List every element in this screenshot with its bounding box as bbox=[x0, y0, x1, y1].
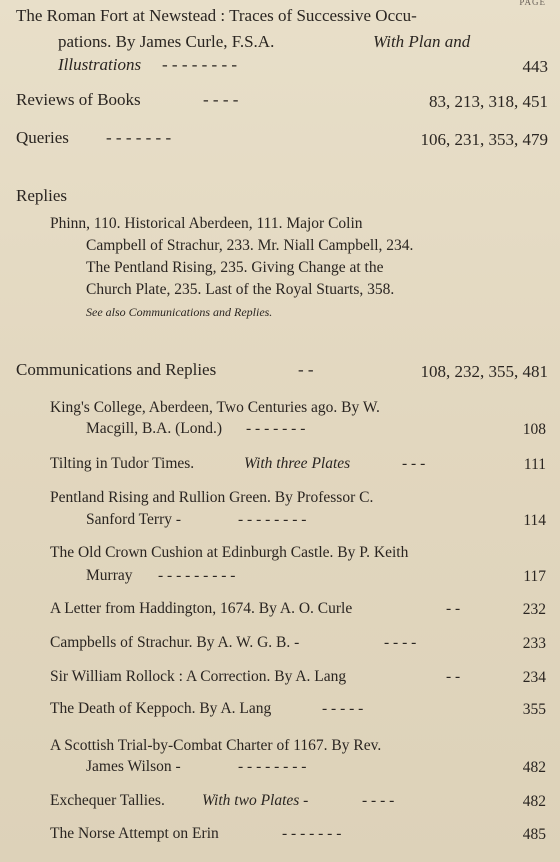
comm-item-11-page: 485 bbox=[522, 826, 546, 843]
entry-queries-title: Queries bbox=[16, 128, 69, 147]
entry-reviews-pages: 83, 213, 318, 451 bbox=[429, 92, 548, 111]
comm-item-5-page: 232 bbox=[522, 601, 546, 618]
comm-item-2-page: 111 bbox=[523, 456, 546, 473]
comm-item-2-line1: Tilting in Tudor Times. bbox=[50, 455, 195, 472]
comm-item-3-line1: Pentland Rising and Rullion Green. By Professor C. bbox=[50, 489, 374, 506]
entry-roman-fort-line1: The Roman Fort at Newstead : Traces of Successive Occu- bbox=[16, 6, 417, 25]
comm-item-5-line1: A Letter from Haddington, 1674. By A. O. Curle bbox=[50, 600, 353, 617]
comm-item-7-line1: Sir William Rollock : A Correction. By A. Lang bbox=[50, 668, 347, 685]
comm-item-11-line1: The Norse Attempt on Erin bbox=[50, 825, 219, 842]
communications-heading: Communications and Replies bbox=[16, 360, 217, 379]
comm-item-4-leader: - - - - - - - - - bbox=[158, 567, 236, 584]
comm-item-4-page: 117 bbox=[523, 568, 546, 585]
comm-item-10-line1: Exchequer Tallies. bbox=[50, 792, 165, 809]
comm-item-7-page: 234 bbox=[522, 669, 546, 686]
comm-item-5-leader: - - bbox=[446, 600, 461, 617]
entry-roman-fort-page: 443 bbox=[522, 57, 548, 76]
comm-item-9-leader: - - - - - - - - bbox=[238, 758, 307, 775]
replies-line-1: Phinn, 110. Historical Aberdeen, 111. Major Colin bbox=[50, 215, 363, 232]
comm-item-1-line2: Macgill, B.A. (Lond.) bbox=[86, 420, 223, 437]
entry-reviews-title: Reviews of Books bbox=[16, 90, 141, 109]
comm-item-1-leader: - - - - - - - bbox=[246, 420, 306, 437]
comm-item-3-page: 114 bbox=[523, 512, 546, 529]
entry-roman-fort-line2: pations. By James Curle, F.S.A. bbox=[58, 32, 275, 51]
comm-item-2-leader: - - - bbox=[402, 455, 426, 472]
comm-item-4-line2: Murray bbox=[86, 567, 133, 584]
comm-item-6-page: 233 bbox=[522, 635, 546, 652]
entry-roman-fort-italic2: Illustrations bbox=[58, 55, 142, 74]
comm-item-10-leader: - - - - bbox=[362, 792, 395, 809]
comm-item-3-leader: - - - - - - - - bbox=[238, 511, 307, 528]
comm-item-9-page: 482 bbox=[522, 759, 546, 776]
comm-item-9-line1: A Scottish Trial-by-Combat Charter of 1167. By Rev. bbox=[50, 737, 382, 754]
entry-queries-leader: - - - - - - - bbox=[106, 128, 172, 147]
comm-item-9-line2: James Wilson - bbox=[86, 758, 181, 775]
entry-roman-fort-italic1: With Plan and bbox=[373, 32, 471, 51]
communications-pages: 108, 232, 355, 481 bbox=[420, 362, 548, 381]
replies-line-4: Church Plate, 235. Last of the Royal Stuarts, 358. bbox=[86, 281, 395, 298]
entry-roman-fort-leader: - - - - - - - - bbox=[162, 55, 238, 74]
comm-item-4-line1: The Old Crown Cushion at Edinburgh Castle. By P. Keith bbox=[50, 544, 409, 561]
comm-item-6-line1: Campbells of Strachur. By A. W. G. B. - bbox=[50, 634, 300, 651]
comm-item-11-leader: - - - - - - - bbox=[282, 825, 342, 842]
comm-item-10-page: 482 bbox=[522, 793, 546, 810]
comm-item-3-line2: Sanford Terry - bbox=[86, 511, 182, 528]
page-column-label: PAGE bbox=[519, 0, 546, 7]
comm-item-1-page: 108 bbox=[522, 421, 546, 438]
comm-item-8-page: 355 bbox=[522, 701, 546, 718]
replies-line-3: The Pentland Rising, 235. Giving Change at the bbox=[86, 259, 384, 276]
communications-leader: - - bbox=[298, 360, 314, 379]
replies-see-also: See also Communications and Replies. bbox=[86, 305, 273, 319]
comm-item-10-italic: With two Plates - bbox=[202, 792, 309, 809]
comm-item-2-italic: With three Plates bbox=[244, 455, 351, 472]
entry-queries-pages: 106, 231, 353, 479 bbox=[420, 130, 548, 149]
comm-item-8-leader: - - - - - bbox=[322, 700, 364, 717]
comm-item-1-line1: King's College, Aberdeen, Two Centuries ago. By W. bbox=[50, 399, 380, 416]
comm-item-6-leader: - - - - bbox=[384, 634, 417, 651]
comm-item-8-line1: The Death of Keppoch. By A. Lang bbox=[50, 700, 272, 717]
replies-line-2: Campbell of Strachur, 233. Mr. Niall Campbell, 234. bbox=[86, 237, 414, 254]
entry-reviews-leader: - - - - bbox=[203, 90, 239, 109]
replies-heading: Replies bbox=[16, 186, 67, 205]
comm-item-7-leader: - - bbox=[446, 668, 461, 685]
